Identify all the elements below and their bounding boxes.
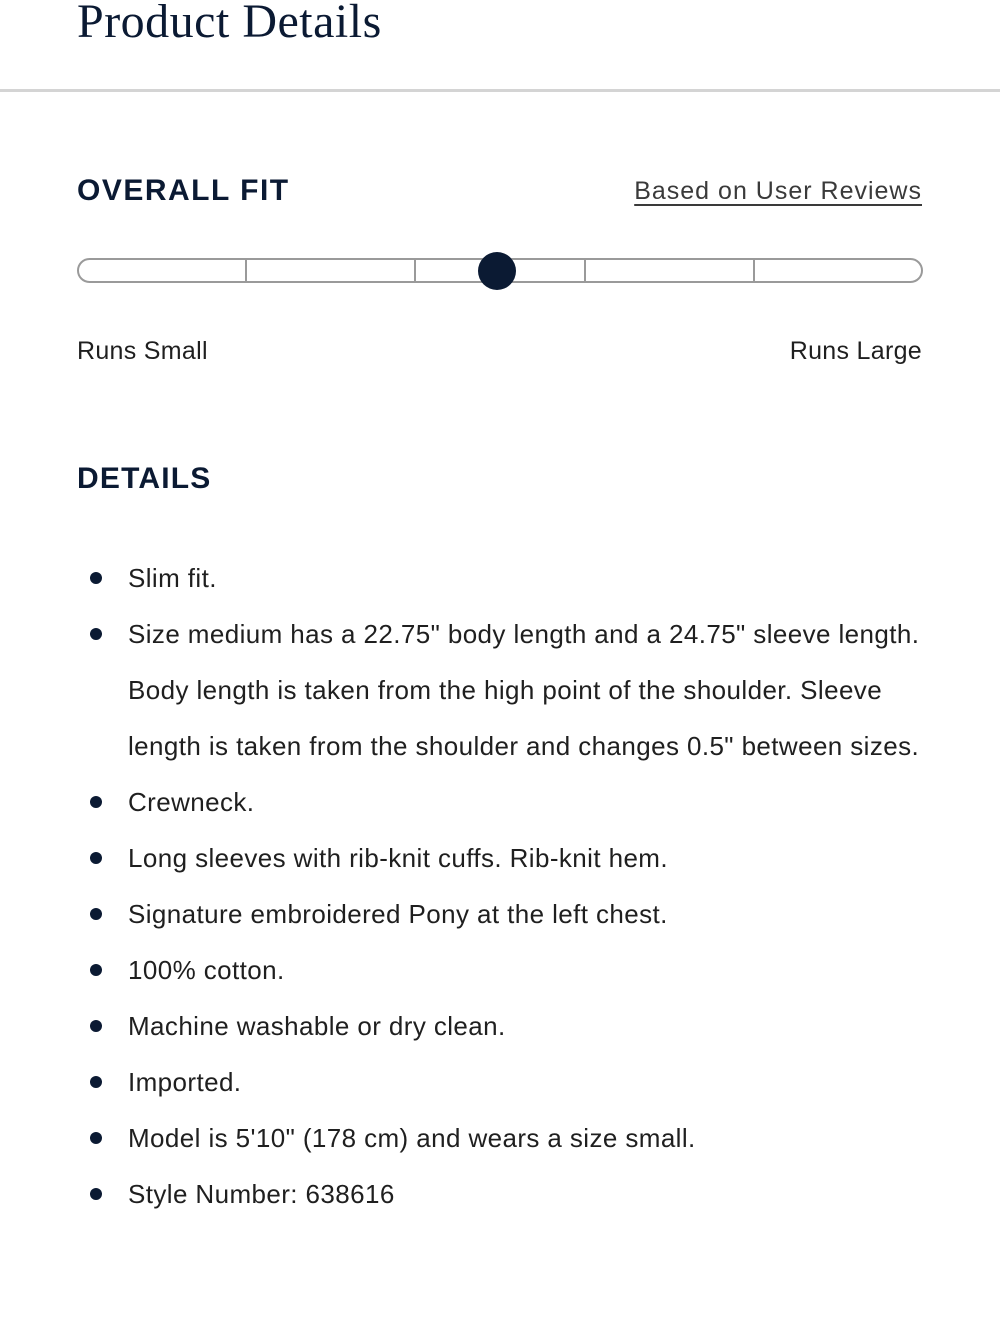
bullet-icon <box>90 796 102 808</box>
details-item-text: Imported. <box>128 1067 242 1097</box>
page-title: Product Details <box>77 0 382 48</box>
details-list-item <box>0 774 1000 830</box>
details-item-text: 100% cotton. <box>128 955 285 985</box>
fit-scale-divider <box>753 260 755 281</box>
details-list-item <box>0 606 1000 774</box>
details-list <box>0 550 1000 1222</box>
details-list-item <box>0 942 1000 998</box>
fit-scale-divider <box>584 260 586 281</box>
bullet-icon <box>90 1076 102 1088</box>
fit-scale-divider <box>414 260 416 281</box>
details-list-item <box>0 1110 1000 1166</box>
details-list-item <box>0 1054 1000 1110</box>
details-item-text: Model is 5'10" (178 cm) and wears a size small. <box>128 1123 696 1153</box>
overall-fit-heading: OVERALL FIT <box>77 174 290 207</box>
details-item-text: Signature embroidered Pony at the left chest. <box>128 899 668 929</box>
details-list-item <box>0 998 1000 1054</box>
bullet-icon <box>90 1188 102 1200</box>
details-item-text: Crewneck. <box>128 787 255 817</box>
bullet-icon <box>90 1020 102 1032</box>
fit-indicator-marker[interactable] <box>478 252 516 290</box>
header-divider <box>0 89 1000 92</box>
bullet-icon <box>90 964 102 976</box>
details-list-item <box>0 886 1000 942</box>
details-list-item <box>0 550 1000 606</box>
bullet-icon <box>90 908 102 920</box>
bullet-icon <box>90 852 102 864</box>
bullet-icon <box>90 1132 102 1144</box>
bullet-icon <box>90 628 102 640</box>
runs-large-label: Runs Large <box>789 337 922 365</box>
details-item-text: Slim fit. <box>128 563 217 593</box>
bullet-icon <box>90 572 102 584</box>
details-list-item <box>0 1166 1000 1222</box>
details-item-text: Long sleeves with rib-knit cuffs. Rib-knit hem. <box>128 843 668 873</box>
details-list-item <box>0 830 1000 886</box>
details-heading: DETAILS <box>77 462 212 495</box>
details-item-text: Machine washable or dry clean. <box>128 1011 506 1041</box>
details-item-text: Style Number: 638616 <box>128 1179 395 1209</box>
details-item-text: Size medium has a 22.75" body length and a 24.75" sleeve length. Body length is taken from the high point of the shoulder. Sleeve length is taken from the shoulder and changes 0.5" between sizes. <box>128 619 920 761</box>
runs-small-label: Runs Small <box>77 337 208 365</box>
based-on-user-reviews-link[interactable]: Based on User Reviews <box>634 177 922 205</box>
fit-scale-divider <box>245 260 247 281</box>
